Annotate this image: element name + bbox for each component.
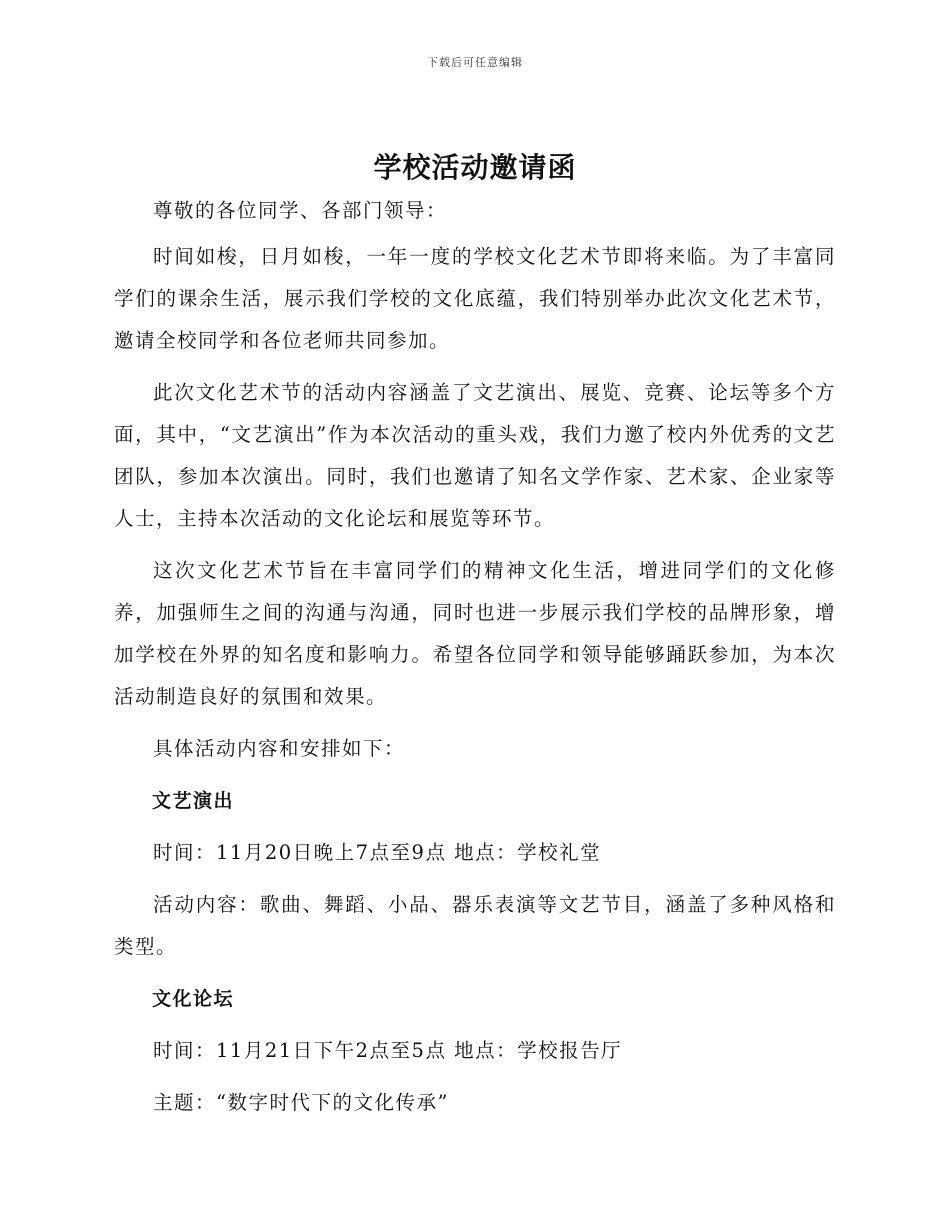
section-detail-performance: 活动内容：歌曲、舞蹈、小品、器乐表演等文艺节目，涵盖了多种风格和类型。 — [114, 893, 836, 958]
section-heading-performance: 文艺演出 — [152, 790, 235, 812]
paragraph-schedule-intro: 具体活动内容和安排如下： — [153, 737, 406, 760]
section-time-forum: 时间：11月21日下午2点至5点 地点：学校报告厅 — [153, 1039, 623, 1062]
salutation: 尊敬的各位同学、各部门领导： — [153, 199, 448, 222]
paragraph-content: 此次文化艺术节的活动内容涵盖了文艺演出、展览、竞赛、论坛等多个方面，其中，“文艺演出”作为本次活动的重头戏，我们力邀了校内外优秀的文艺团队，参加本次演出。同时，我们也邀请了知名文学作家、艺术家、企业家等人士，主持本次活动的文化论坛和展览等环节。 — [114, 381, 836, 530]
section-time-performance: 时间：11月20日晚上7点至9点 地点：学校礼堂 — [153, 841, 602, 864]
header-note: 下载后可任意编辑 — [427, 56, 523, 69]
section-detail-forum: 主题：“数字时代下的文化传承” — [153, 1091, 449, 1114]
paragraph-purpose: 这次文化艺术节旨在丰富同学们的精神文化生活，增进同学们的文化修养，加强师生之间的沟通与沟通，同时也进一步展示我们学校的品牌形象，增加学校在外界的知名度和影响力。希望各位同学和领导能够踊跃参加，为本次活动制造良好的氛围和效果。 — [114, 559, 836, 708]
page-title: 学校活动邀请函 — [373, 151, 577, 184]
section-heading-forum: 文化论坛 — [152, 988, 235, 1010]
paragraph-intro: 时间如梭，日月如梭，一年一度的学校文化艺术节即将来临。为了丰富同学们的课余生活，展示我们学校的文化底蕴，我们特别举办此次文化艺术节，邀请全校同学和各位老师共同参加。 — [114, 245, 836, 352]
letter-body — [114, 190, 836, 1134]
